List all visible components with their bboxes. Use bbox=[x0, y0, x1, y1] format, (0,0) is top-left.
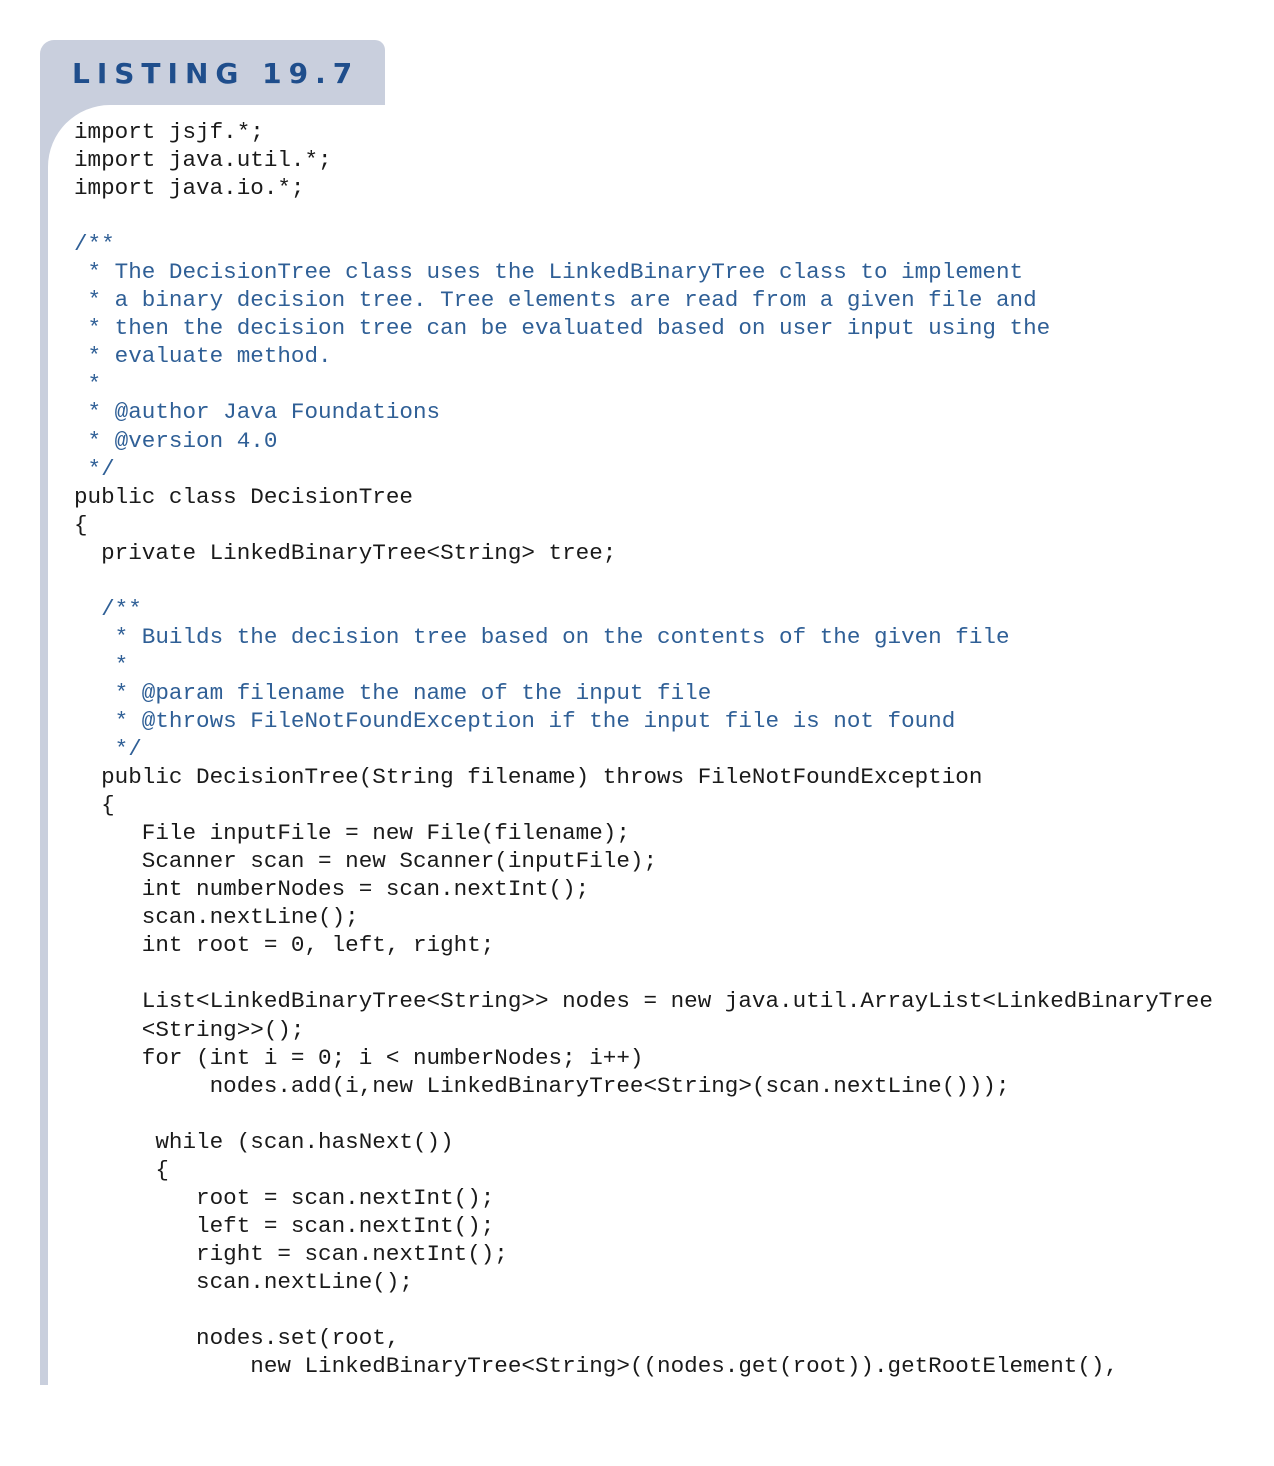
comment-line: * bbox=[74, 651, 129, 678]
comment-line: * @throws FileNotFoundException if the input file is not found bbox=[74, 707, 956, 734]
comment-line: * @author Java Foundations bbox=[74, 399, 441, 426]
code-line: nodes.set(root, bbox=[74, 1325, 400, 1352]
code-line bbox=[74, 567, 1213, 595]
code-line: { bbox=[74, 511, 88, 538]
code-line: scan.nextLine(); bbox=[74, 904, 359, 931]
comment-line: * evaluate method. bbox=[74, 343, 332, 370]
code-line: int numberNodes = scan.nextInt(); bbox=[74, 876, 590, 903]
comment-line: */ bbox=[74, 455, 115, 482]
comment-line: * then the decision tree can be evaluated based on user input using the bbox=[74, 315, 1051, 342]
code-line: import jsjf.*; bbox=[74, 119, 264, 145]
code-line: int root = 0, left, right; bbox=[74, 932, 495, 959]
code-line: nodes.add(i,new LinkedBinaryTree<String>(scan.nextLine())); bbox=[74, 1072, 1010, 1099]
comment-line: /** bbox=[74, 231, 115, 258]
code-line bbox=[74, 1100, 1213, 1128]
code-line: root = scan.nextInt(); bbox=[74, 1184, 495, 1211]
code-line: public DecisionTree(String filename) throws FileNotFoundException bbox=[74, 764, 983, 791]
code-line: import java.io.*; bbox=[74, 175, 305, 202]
comment-line: * The DecisionTree class uses the LinkedBinaryTree class to implement bbox=[74, 259, 1024, 286]
code-line: while (scan.hasNext()) bbox=[74, 1128, 454, 1155]
comment-line: * a binary decision tree. Tree elements are read from a given file and bbox=[74, 287, 1037, 314]
comment-line: * Builds the decision tree based on the contents of the given file bbox=[74, 623, 1010, 650]
code-line: import java.util.*; bbox=[74, 147, 332, 174]
comment-line: */ bbox=[74, 736, 142, 763]
code-line: List<LinkedBinaryTree<String>> nodes = new java.util.ArrayList<LinkedBinaryTree bbox=[74, 988, 1213, 1015]
comment-line: * bbox=[74, 371, 102, 398]
code-listing bbox=[74, 118, 1213, 1380]
code-line: right = scan.nextInt(); bbox=[74, 1240, 508, 1267]
code-line: Scanner scan = new Scanner(inputFile); bbox=[74, 848, 658, 875]
comment-line: * @param filename the name of the input file bbox=[74, 679, 712, 706]
comment-line: * @version 4.0 bbox=[74, 427, 278, 454]
code-line bbox=[74, 959, 1213, 987]
code-line: private LinkedBinaryTree<String> tree; bbox=[74, 539, 617, 566]
code-line: <String>>(); bbox=[74, 1016, 305, 1043]
code-line: public class DecisionTree bbox=[74, 483, 413, 510]
code-line: { bbox=[74, 1156, 169, 1183]
code-line: left = scan.nextInt(); bbox=[74, 1212, 495, 1239]
code-line: { bbox=[74, 792, 115, 819]
code-line: for (int i = 0; i < numberNodes; i++) bbox=[74, 1044, 644, 1071]
code-line bbox=[74, 1296, 1213, 1324]
code-line: File inputFile = new File(filename); bbox=[74, 820, 630, 847]
code-line: new LinkedBinaryTree<String>((nodes.get(root)).getRootElement(), bbox=[74, 1353, 1119, 1380]
code-line bbox=[74, 202, 1213, 230]
listing-title: LISTING 19.7 bbox=[72, 57, 360, 90]
code-line: scan.nextLine(); bbox=[74, 1268, 413, 1295]
comment-line: /** bbox=[74, 595, 142, 622]
